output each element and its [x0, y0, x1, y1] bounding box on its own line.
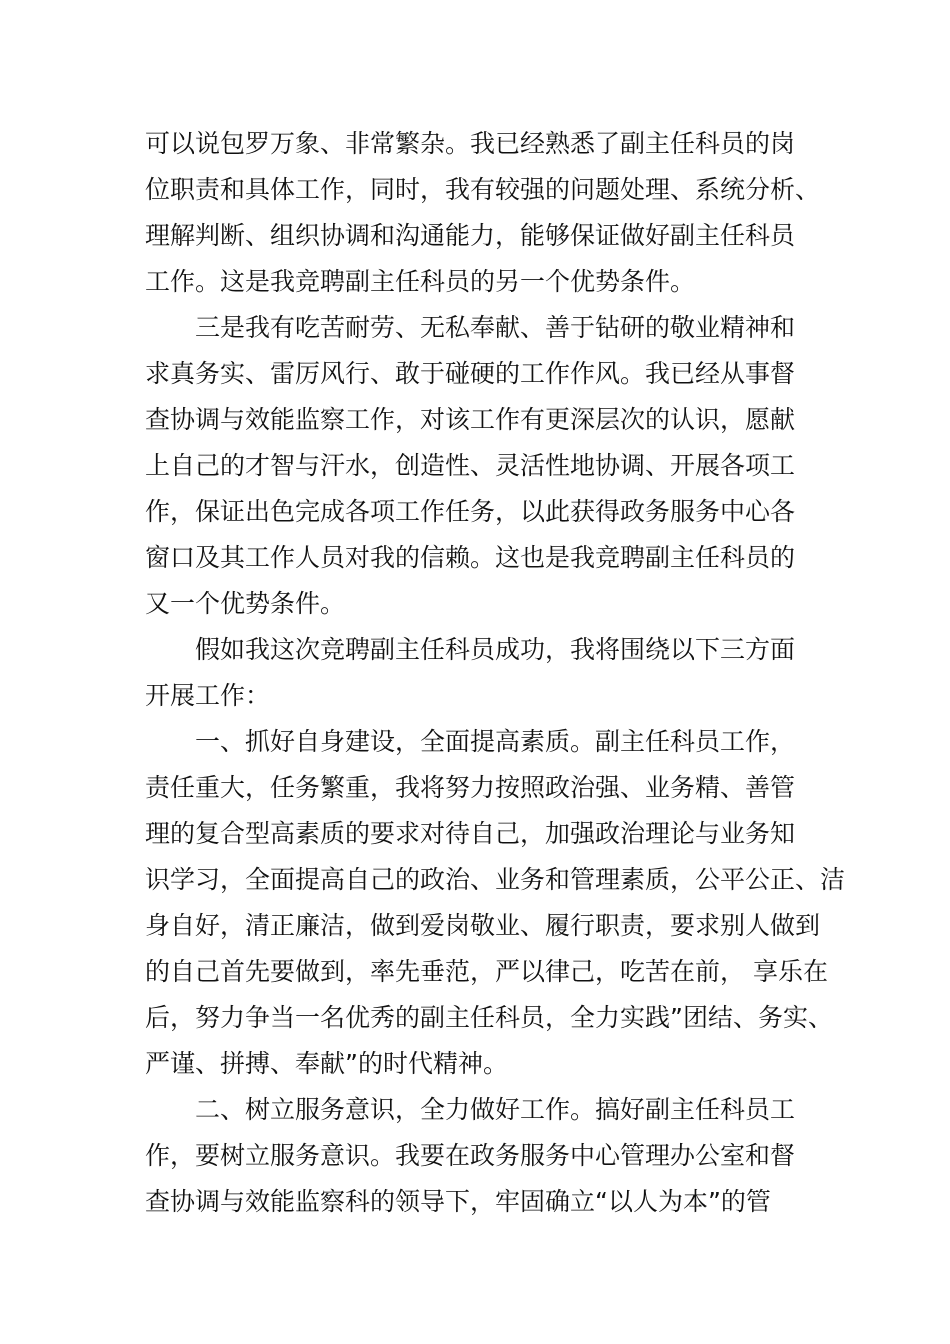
text-line: 窗口及其工作人员对我的信赖。这也是我竞聘副主任科员的 [145, 543, 796, 572]
text-line: 查协调与效能监察工作，对该工作有更深层次的认识，愿献 [145, 405, 796, 434]
text-line: 理解判断、组织协调和沟通能力，能够保证做好副主任科员 [145, 221, 796, 250]
text-line: 可以说包罗万象、非常繁杂。我已经熟悉了副主任科员的岗 [145, 129, 796, 158]
text-line: 作，保证出色完成各项工作任务，以此获得政务服务中心各 [145, 497, 796, 526]
body-text [145, 121, 845, 1225]
text-line: 识学习，全面提高自己的政治、业务和管理素质，公平公正、洁 [145, 865, 846, 894]
paragraph-first-line: 二、树立服务意识，全力做好工作。搞好副主任科员工 [195, 1095, 796, 1124]
text-line: 又一个优势条件。 [145, 589, 346, 618]
text-line: 作，要树立服务意识。我要在政务服务中心管理办公室和督 [145, 1141, 796, 1170]
paragraph-first-line: 三是我有吃苦耐劳、无私奉献、善于钻研的敬业精神和 [195, 313, 796, 342]
text-line: 查协调与效能监察科的领导下，牢固确立“以人为本”的管 [145, 1187, 771, 1216]
text-line: 位职责和具体工作，同时，我有较强的问题处理、系统分析、 [145, 175, 821, 204]
text-line: 开展工作： [145, 681, 271, 710]
text-line: 严谨、拼搏、奉献”的时代精神。 [145, 1049, 508, 1078]
text-line: 求真务实、雷厉风行、敢于碰硬的工作作风。我已经从事督 [145, 359, 796, 388]
text-line: 身自好，清正廉洁，做到爱岗敬业、履行职责，要求别人做到 [145, 911, 821, 940]
text-line: 的自己首先要做到，率先垂范，严以律己，吃苦在前， 享乐在 [145, 957, 828, 986]
paragraph-first-line: 一、抓好自身建设，全面提高素质。副主任科员工作， [195, 727, 796, 756]
text-line: 上自己的才智与汗水，创造性、灵活性地协调、开展各项工 [145, 451, 796, 480]
text-line: 理的复合型高素质的要求对待自己，加强政治理论与业务知 [145, 819, 796, 848]
text-line: 责任重大，任务繁重，我将努力按照政治强、业务精、善管 [145, 773, 796, 802]
text-line: 后，努力争当一名优秀的副主任科员，全力实践”团结、务实、 [145, 1003, 833, 1032]
paragraph-first-line: 假如我这次竞聘副主任科员成功，我将围绕以下三方面 [195, 635, 796, 664]
text-line: 工作。这是我竞聘副主任科员的另一个优势条件。 [145, 267, 696, 296]
